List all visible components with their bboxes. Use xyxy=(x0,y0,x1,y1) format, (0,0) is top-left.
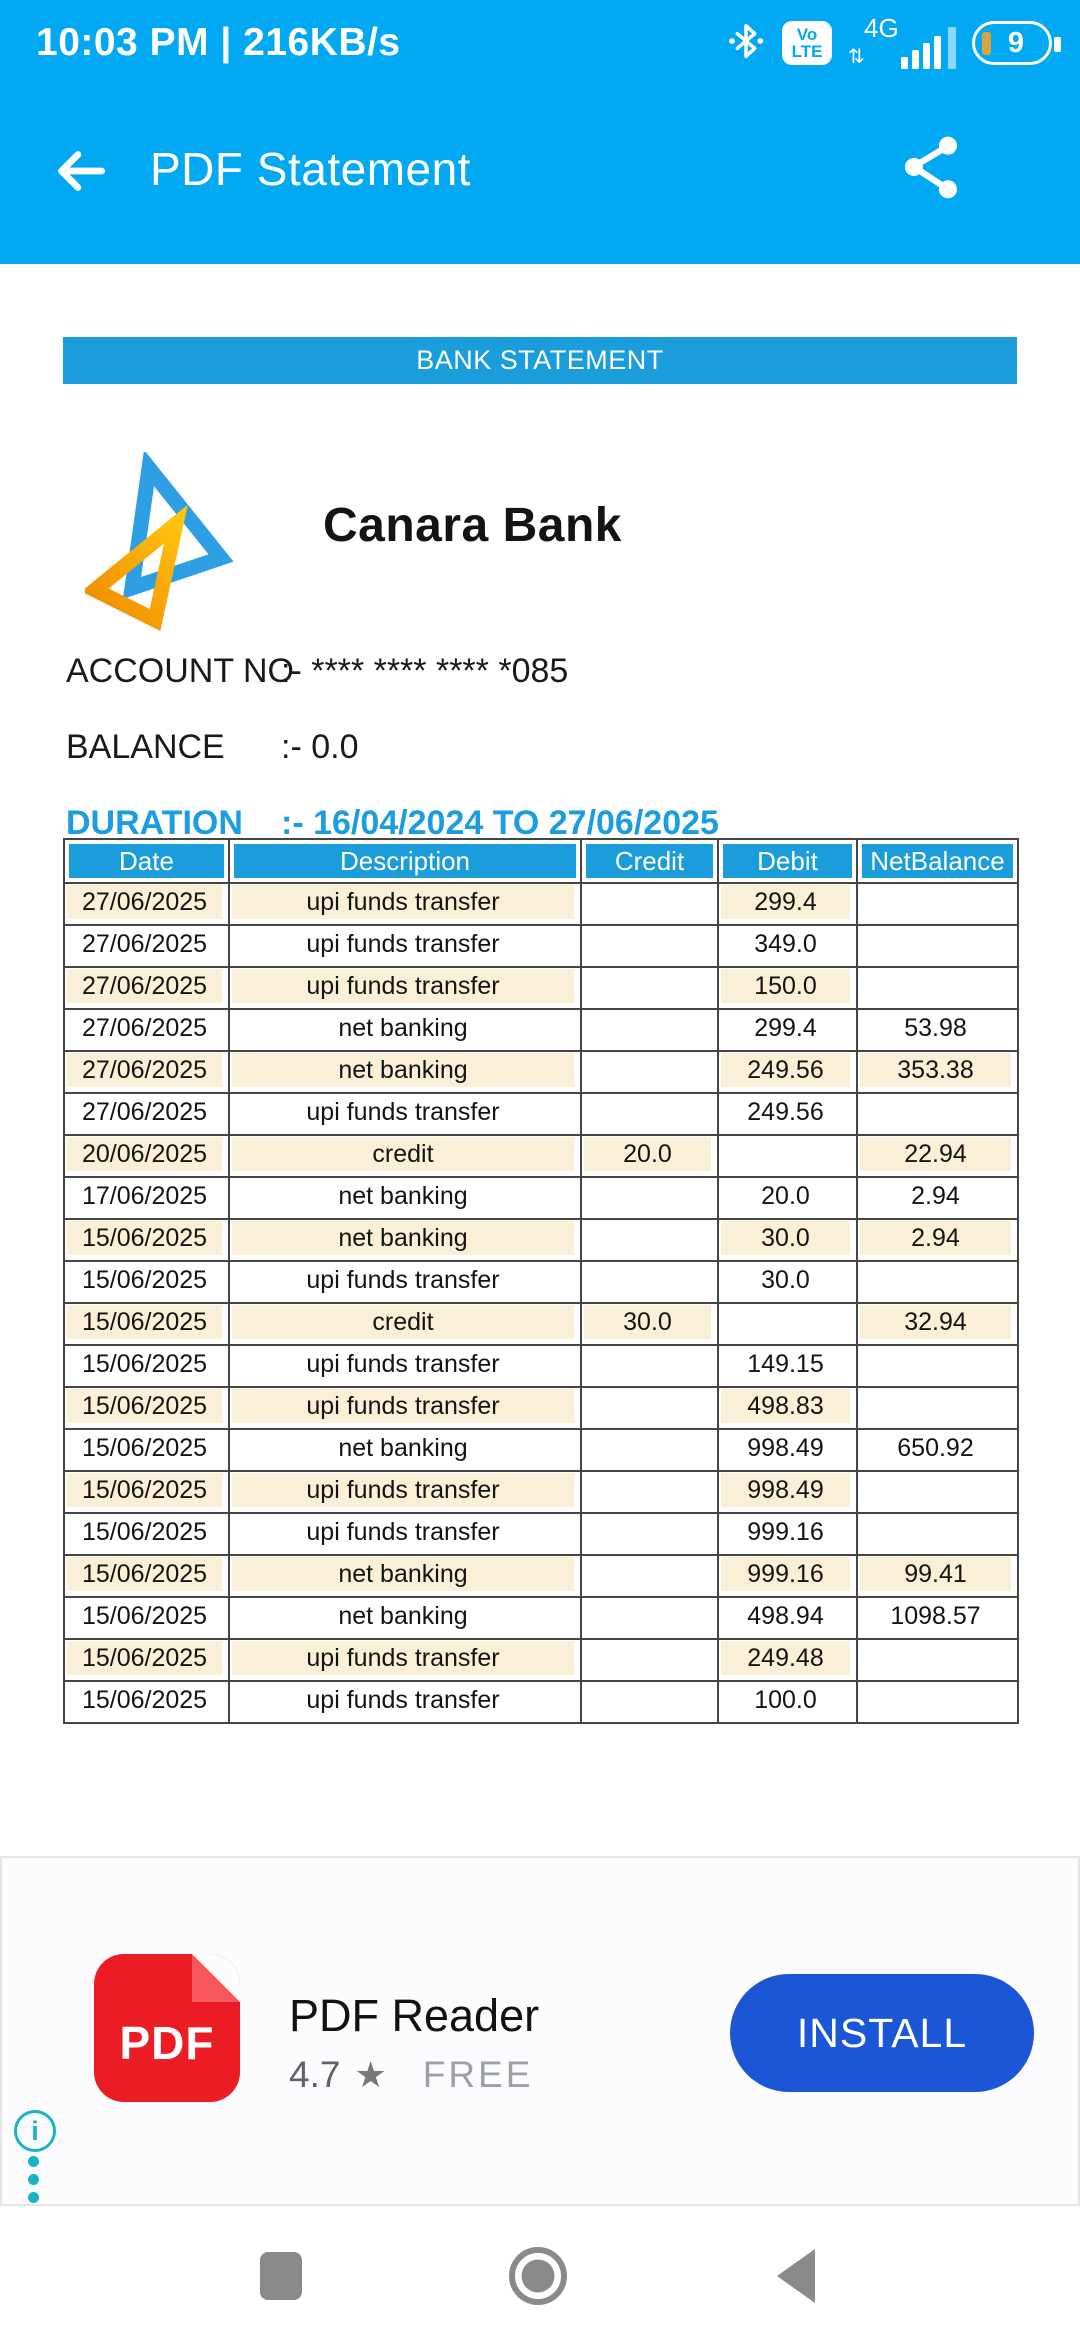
table-cell xyxy=(857,1093,1018,1135)
table-cell: 15/06/2025 xyxy=(64,1345,229,1387)
table-cell: net banking xyxy=(229,1429,581,1471)
table-cell xyxy=(857,1681,1018,1723)
table-cell: upi funds transfer xyxy=(229,967,581,1009)
price-label: FREE xyxy=(422,2054,534,2095)
table-cell xyxy=(581,1681,718,1723)
table-cell: 15/06/2025 xyxy=(64,1471,229,1513)
table-row xyxy=(64,1429,1018,1471)
table-row xyxy=(64,1345,1018,1387)
table-cell xyxy=(857,1471,1018,1513)
table-cell: 53.98 xyxy=(857,1009,1018,1051)
table-cell: 15/06/2025 xyxy=(64,1513,229,1555)
table-cell: 353.38 xyxy=(857,1051,1018,1093)
table-cell: 998.49 xyxy=(718,1471,857,1513)
table-row xyxy=(64,1009,1018,1051)
home-button-dot xyxy=(522,2260,555,2293)
balance-value: :- 0.0 xyxy=(281,728,359,766)
table-cell: upi funds transfer xyxy=(229,1387,581,1429)
table-cell: 150.0 xyxy=(718,967,857,1009)
table-cell: 20.0 xyxy=(581,1135,718,1177)
table-cell xyxy=(581,1513,718,1555)
table-body xyxy=(64,883,1018,1723)
table-cell: upi funds transfer xyxy=(229,925,581,967)
column-header: Debit xyxy=(718,839,857,883)
table-cell: credit xyxy=(229,1135,581,1177)
share-icon[interactable] xyxy=(900,134,964,202)
table-cell: 498.94 xyxy=(718,1597,857,1639)
pdf-icon-label: PDF xyxy=(119,2017,215,2069)
table-row xyxy=(64,883,1018,925)
table-cell: 30.0 xyxy=(718,1219,857,1261)
table-row xyxy=(64,1681,1018,1723)
table-cell: 20.0 xyxy=(718,1177,857,1219)
back-button[interactable] xyxy=(777,2249,815,2303)
table-cell: 15/06/2025 xyxy=(64,1681,229,1723)
table-cell: 999.16 xyxy=(718,1555,857,1597)
status-icons xyxy=(726,13,1052,69)
table-cell: 998.49 xyxy=(718,1429,857,1471)
table-cell xyxy=(581,1177,718,1219)
table-cell: 299.4 xyxy=(718,1009,857,1051)
table-cell: net banking xyxy=(229,1555,581,1597)
table-cell: 27/06/2025 xyxy=(64,1009,229,1051)
balance-label: BALANCE xyxy=(66,728,225,766)
table-cell xyxy=(581,1471,718,1513)
table-cell: net banking xyxy=(229,1009,581,1051)
table-row xyxy=(64,1555,1018,1597)
duration-value: :- 16/04/2024 TO 27/06/2025 xyxy=(281,804,719,842)
table-cell: 2.94 xyxy=(857,1177,1018,1219)
table-row xyxy=(64,925,1018,967)
signal-strength-icon xyxy=(848,13,956,69)
table-cell: 249.56 xyxy=(718,1051,857,1093)
canara-bank-logo xyxy=(85,452,247,643)
table-cell: 299.4 xyxy=(718,883,857,925)
table-cell: net banking xyxy=(229,1219,581,1261)
table-cell xyxy=(857,1345,1018,1387)
table-row xyxy=(64,1387,1018,1429)
volte-line2: LTE xyxy=(791,42,823,61)
table-row xyxy=(64,1597,1018,1639)
data-arrows-icon: ⇅ xyxy=(848,46,865,68)
table-row xyxy=(64,1261,1018,1303)
table-cell: credit xyxy=(229,1303,581,1345)
table-cell xyxy=(581,1009,718,1051)
table-row xyxy=(64,1303,1018,1345)
table-cell xyxy=(857,1513,1018,1555)
table-cell xyxy=(581,1051,718,1093)
table-cell: upi funds transfer xyxy=(229,1345,581,1387)
table-cell xyxy=(581,883,718,925)
table-cell xyxy=(857,1639,1018,1681)
table-cell: upi funds transfer xyxy=(229,1261,581,1303)
column-header: Date xyxy=(64,839,229,883)
table-cell: 650.92 xyxy=(857,1429,1018,1471)
table-row xyxy=(64,1051,1018,1093)
table-cell: 249.56 xyxy=(718,1093,857,1135)
table-cell: 149.15 xyxy=(718,1345,857,1387)
table-cell: 99.41 xyxy=(857,1555,1018,1597)
table-cell: 30.0 xyxy=(718,1261,857,1303)
table-cell: 15/06/2025 xyxy=(64,1387,229,1429)
bank-name: Canara Bank xyxy=(323,499,622,552)
table-cell: 27/06/2025 xyxy=(64,883,229,925)
account-no-value: :- **** **** **** *085 xyxy=(281,652,569,690)
table-cell xyxy=(581,1093,718,1135)
table-cell xyxy=(857,1387,1018,1429)
table-cell: upi funds transfer xyxy=(229,883,581,925)
table-cell: 2.94 xyxy=(857,1219,1018,1261)
table-cell: 20/06/2025 xyxy=(64,1135,229,1177)
volte-line1: Vo xyxy=(796,25,818,44)
table-cell: upi funds transfer xyxy=(229,1639,581,1681)
table-cell: upi funds transfer xyxy=(229,1093,581,1135)
table-cell: 15/06/2025 xyxy=(64,1261,229,1303)
ad-app-name: PDF Reader xyxy=(289,1990,540,2041)
table-head-row xyxy=(64,839,1018,883)
table-cell: 17/06/2025 xyxy=(64,1177,229,1219)
table-cell: upi funds transfer xyxy=(229,1513,581,1555)
pdf-app-icon[interactable] xyxy=(94,1954,240,2102)
table-row xyxy=(64,1135,1018,1177)
table-cell: 27/06/2025 xyxy=(64,925,229,967)
bank-statement-banner: BANK STATEMENT xyxy=(63,337,1017,384)
app-header xyxy=(0,0,1080,264)
table-cell xyxy=(581,1219,718,1261)
table-cell xyxy=(857,883,1018,925)
table-cell: 15/06/2025 xyxy=(64,1597,229,1639)
column-header: Description xyxy=(229,839,581,883)
table-cell: 15/06/2025 xyxy=(64,1219,229,1261)
table-row xyxy=(64,1639,1018,1681)
ad-banner[interactable] xyxy=(0,1856,1080,2206)
column-header: Credit xyxy=(581,839,718,883)
table-cell: 22.94 xyxy=(857,1135,1018,1177)
table-cell xyxy=(581,925,718,967)
table-cell: 27/06/2025 xyxy=(64,1093,229,1135)
table-cell: 999.16 xyxy=(718,1513,857,1555)
table-cell xyxy=(718,1135,857,1177)
table-cell xyxy=(581,1387,718,1429)
table-row xyxy=(64,1513,1018,1555)
table-cell: net banking xyxy=(229,1597,581,1639)
battery-icon xyxy=(972,21,1052,65)
table-row xyxy=(64,1219,1018,1261)
table-row xyxy=(64,1471,1018,1513)
table-cell: 15/06/2025 xyxy=(64,1555,229,1597)
ad-info-icon[interactable]: i xyxy=(14,2110,56,2152)
volte-icon xyxy=(782,21,832,65)
table-cell: net banking xyxy=(229,1051,581,1093)
ad-options-dots-icon[interactable] xyxy=(28,2156,39,2203)
status-bar xyxy=(36,14,1052,72)
table-cell: 15/06/2025 xyxy=(64,1303,229,1345)
table-cell xyxy=(581,1639,718,1681)
table-cell: 27/06/2025 xyxy=(64,1051,229,1093)
table-cell: 30.0 xyxy=(581,1303,718,1345)
table-cell: 32.94 xyxy=(857,1303,1018,1345)
page-title: PDF Statement xyxy=(150,143,471,195)
star-icon: ★ xyxy=(354,2054,387,2095)
table-cell xyxy=(581,1261,718,1303)
install-button[interactable]: INSTALL xyxy=(730,1974,1034,2092)
table-cell: 249.48 xyxy=(718,1639,857,1681)
table-row xyxy=(64,1093,1018,1135)
table-cell: upi funds transfer xyxy=(229,1681,581,1723)
table-cell xyxy=(857,925,1018,967)
home-button[interactable] xyxy=(509,2247,567,2305)
account-no-label: ACCOUNT NO xyxy=(66,652,294,690)
rating-value: 4.7 xyxy=(289,2054,341,2095)
table-cell: 100.0 xyxy=(718,1681,857,1723)
table-cell: 27/06/2025 xyxy=(64,967,229,1009)
battery-nub xyxy=(1054,37,1061,52)
table-row xyxy=(64,967,1018,1009)
table-cell: 349.0 xyxy=(718,925,857,967)
table-cell: 15/06/2025 xyxy=(64,1429,229,1471)
table-cell: upi funds transfer xyxy=(229,1471,581,1513)
battery-charge-level xyxy=(982,32,991,55)
table-cell xyxy=(581,1555,718,1597)
table-cell: 498.83 xyxy=(718,1387,857,1429)
table-cell xyxy=(581,967,718,1009)
signal-bars-icon xyxy=(901,27,956,69)
table-cell: net banking xyxy=(229,1177,581,1219)
transactions-table xyxy=(63,838,1019,1724)
recents-button[interactable] xyxy=(260,2252,302,2300)
battery-percent: 9 xyxy=(1007,26,1025,59)
table-cell xyxy=(857,967,1018,1009)
table-cell xyxy=(857,1261,1018,1303)
status-time-speed: 10:03 PM | 216KB/s xyxy=(36,21,401,64)
table-cell xyxy=(581,1429,718,1471)
table-row xyxy=(64,1177,1018,1219)
ad-rating-row xyxy=(289,2054,533,2096)
back-arrow-icon[interactable] xyxy=(46,138,112,204)
table-cell xyxy=(718,1303,857,1345)
bluetooth-icon xyxy=(726,18,766,69)
table-cell xyxy=(581,1597,718,1639)
duration-label: DURATION xyxy=(66,804,243,842)
table-cell: 1098.57 xyxy=(857,1597,1018,1639)
table-cell xyxy=(581,1345,718,1387)
table-cell: 15/06/2025 xyxy=(64,1639,229,1681)
network-type-label: 4G xyxy=(864,13,899,43)
column-header: NetBalance xyxy=(857,839,1018,883)
